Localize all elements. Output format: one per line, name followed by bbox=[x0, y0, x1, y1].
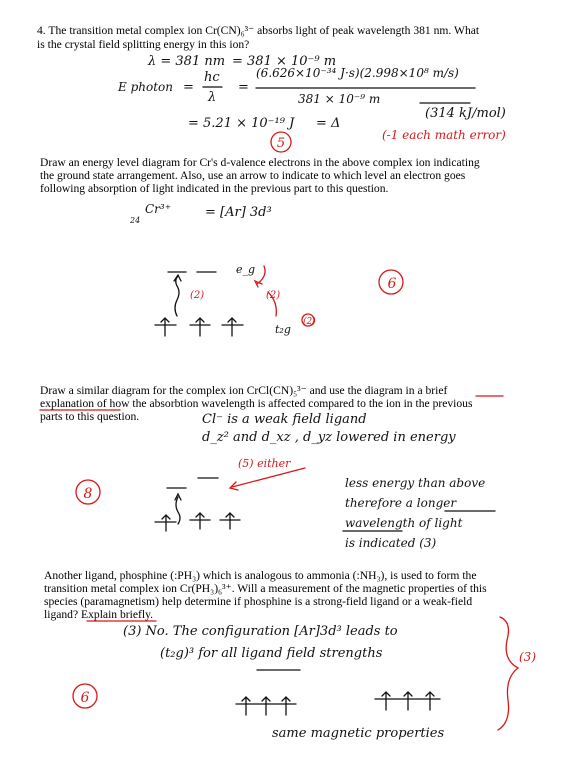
result-kj-per-mol: (314 kJ/mol) bbox=[425, 106, 506, 121]
phosphine-electrons-left bbox=[236, 697, 296, 715]
q7-line1: Another ligand, phosphine (:PH₃) which is analogous to ammonia (:NH₃), is used to form the bbox=[44, 569, 477, 582]
electron-config: = [Ar] 3d³ bbox=[205, 205, 272, 220]
points-ground: (2) bbox=[303, 317, 316, 327]
either-points: (5) either bbox=[238, 457, 291, 470]
excitation-arrow bbox=[175, 276, 179, 316]
question-text: The transition metal complex ion Cr(CN)₆³⁻ absorbs light of peak wavelength 381 nm. What bbox=[48, 24, 480, 37]
points-ground-circle bbox=[302, 314, 314, 326]
t2g-electrons bbox=[155, 318, 243, 336]
same-magnetic-note: same magnetic properties bbox=[272, 726, 445, 741]
explanation-3: wavelength of light bbox=[345, 516, 463, 530]
q7-score-circle bbox=[73, 684, 97, 708]
q6-line1: Draw a similar diagram for the complex ion CrCl(CN)₅³⁻ and use the diagram in a brief bbox=[40, 384, 448, 397]
explanation-points: (3) bbox=[519, 650, 536, 664]
q5-line1: Draw an energy level diagram for Cr's d-valence electrons in the above complex ion indicating bbox=[40, 156, 480, 169]
q5-line3: following absorption of light indicated in the previous part to this question. bbox=[40, 182, 389, 195]
phosphine-electrons-right bbox=[375, 692, 440, 710]
lower-electrons bbox=[155, 513, 240, 531]
result-delta: = Δ bbox=[316, 116, 341, 131]
excitation-arrow-2 bbox=[176, 497, 180, 524]
cr-ion: Cr³⁺ bbox=[145, 202, 172, 216]
points-split: (2) bbox=[190, 290, 205, 301]
q7-line4: ligand? Explain briefly. bbox=[44, 608, 154, 621]
t2g-label: t₂g bbox=[275, 323, 291, 336]
equals-2: = bbox=[238, 80, 249, 95]
equals-1: = bbox=[183, 80, 194, 95]
q7-line2: transition metal complex ion Cr(PH₃)₆³⁺. Will a measurement of the magnetic properties of this bbox=[44, 582, 487, 595]
q4-score-circle bbox=[271, 132, 291, 152]
q4-score: 5 bbox=[276, 136, 286, 151]
hc-numerator: hc bbox=[204, 70, 220, 85]
q5-line2: the ground state arrangement. Also, use an arrow to indicate to which level an electron goes bbox=[40, 169, 466, 182]
q4-line2: is the crystal field splitting energy in this ion? bbox=[37, 38, 250, 51]
fraction-denominator: 381 × 10⁻⁹ m bbox=[298, 92, 381, 106]
explanation-1: less energy than above bbox=[345, 476, 486, 490]
points-label: (2) bbox=[266, 290, 281, 301]
weak-field-note: Cl⁻ is a weak field ligand bbox=[202, 412, 367, 427]
work-lambda: λ = 381 nm bbox=[148, 54, 226, 69]
hc-denominator: λ bbox=[208, 90, 217, 105]
answer-line-2: (t₂g)³ for all ligand field strengths bbox=[160, 646, 383, 661]
q6-line3: parts to this question. bbox=[40, 410, 140, 423]
q7-score: 6 bbox=[80, 690, 90, 706]
atomic-number: 24 bbox=[130, 216, 141, 225]
lower-level-pointer bbox=[232, 468, 305, 487]
explanation-4: is indicated (3) bbox=[345, 536, 437, 550]
grading-note: (-1 each math error) bbox=[382, 128, 506, 142]
lowered-orbitals-note: d_z² and d_xz , d_yz lowered in energy bbox=[202, 430, 456, 445]
t2g-pointer bbox=[268, 292, 276, 316]
q7-line3: species (paramagnetism) help determine if phosphine is a strong-field ligand or a weak-field bbox=[44, 595, 473, 608]
explanation-2: therefore a longer bbox=[345, 496, 457, 510]
brace bbox=[498, 617, 518, 730]
fraction-numerator: (6.626×10⁻³⁴ J·s)(2.998×10⁸ m/s) bbox=[256, 66, 459, 80]
q6-score-circle bbox=[76, 480, 100, 504]
q6-line2: explanation of how the absorbtion wavelength is affected compared to the ion in the previous bbox=[40, 397, 473, 410]
q6-score: 8 bbox=[83, 486, 93, 502]
q5-score: 6 bbox=[387, 276, 397, 292]
work-lambda-si: = 381 × 10⁻⁹ m bbox=[232, 54, 337, 69]
question-number: 4. bbox=[37, 24, 46, 37]
eg-pointer bbox=[257, 266, 265, 284]
e-photon-label: E photon bbox=[118, 80, 173, 94]
answer-line-1: (3) No. The configuration [Ar]3d³ leads to bbox=[123, 624, 398, 639]
result-energy: = 5.21 × 10⁻¹⁹ J bbox=[188, 116, 295, 131]
eg-label: e_g bbox=[236, 263, 256, 276]
q5-score-circle bbox=[379, 270, 403, 294]
